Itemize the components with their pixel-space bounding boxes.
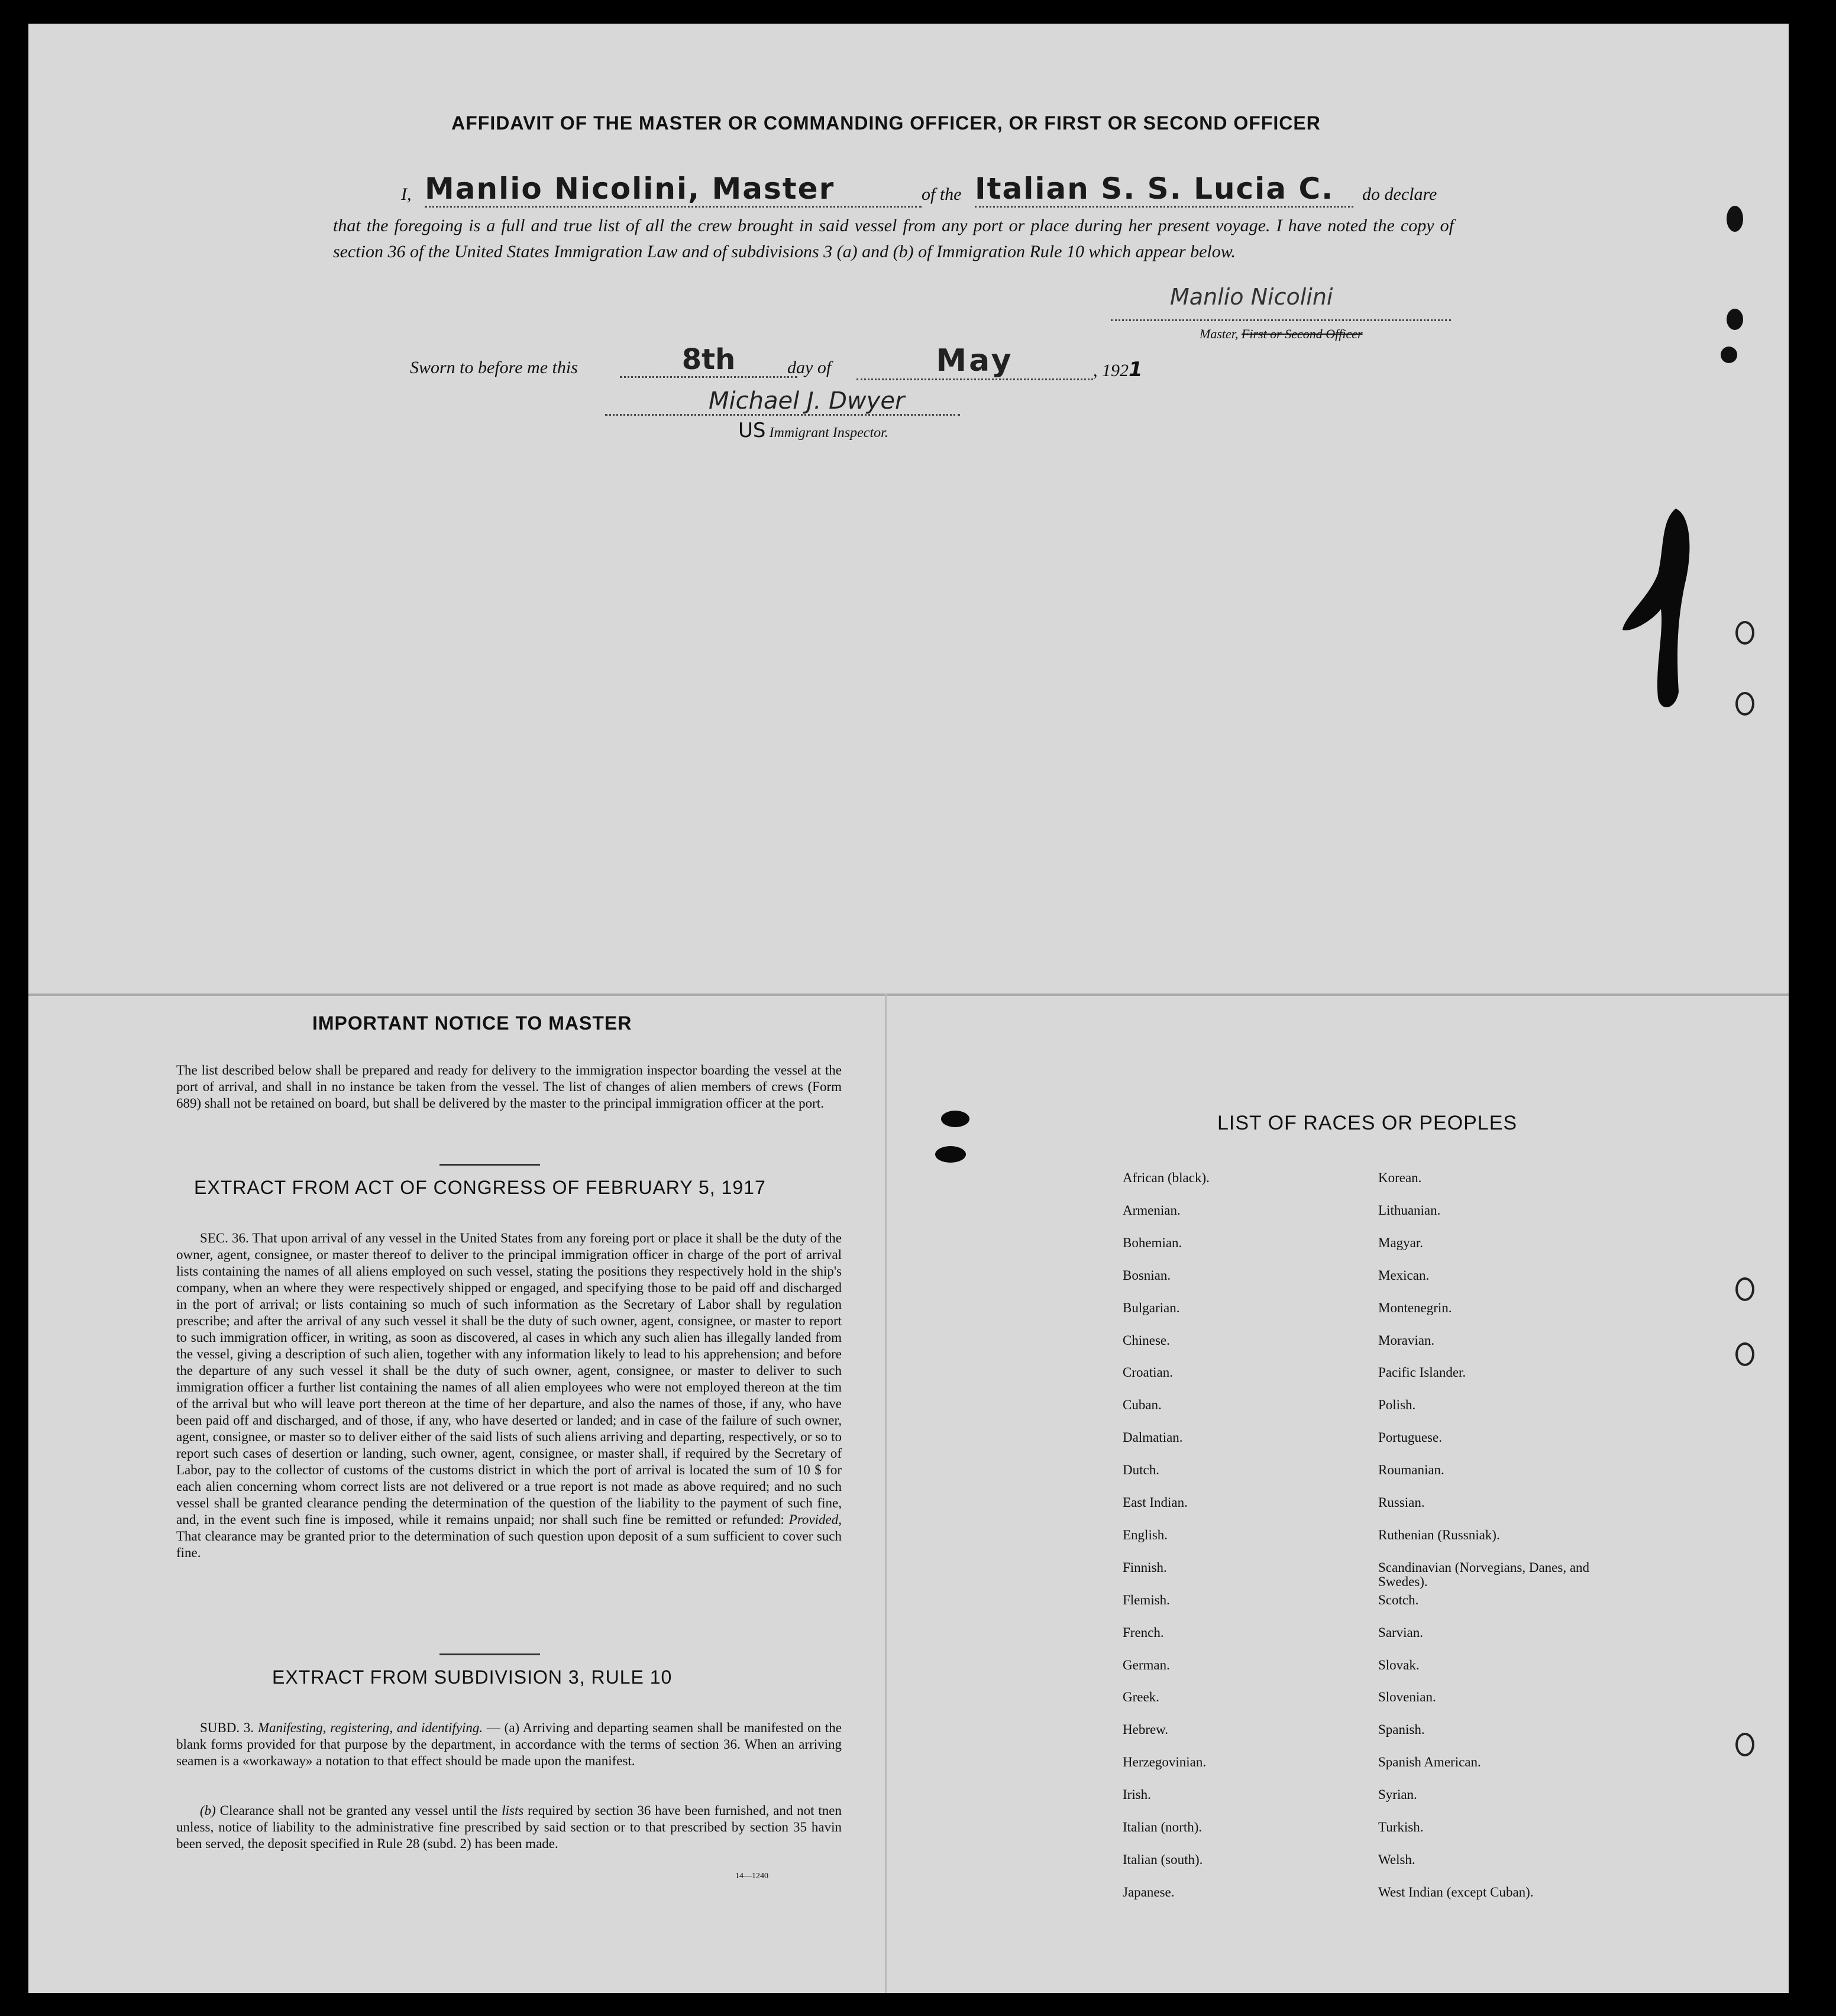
of-the-label: of the	[922, 185, 962, 204]
race-item: West Indian (except Cuban).	[1378, 1884, 1534, 1899]
i-label: I,	[401, 185, 412, 204]
race-item: Ruthenian (Russniak).	[1378, 1527, 1500, 1542]
subd-label: SUBD. 3.	[200, 1720, 254, 1735]
race-item: Scandinavian (Norvegians, Danes, and Swedes).	[1378, 1559, 1590, 1589]
proviso-label: Provided,	[788, 1512, 842, 1527]
master-name: Manlio Nicolini, Master	[425, 171, 922, 208]
race-item: French.	[1123, 1625, 1164, 1640]
race-item: Moravian.	[1378, 1332, 1435, 1348]
year-suffix: 1	[1129, 358, 1143, 381]
master-signature: Manlio Nicolini	[1170, 284, 1333, 310]
race-item: Italian (north).	[1123, 1820, 1203, 1834]
race-item: English.	[1123, 1527, 1168, 1542]
race-item: Chinese.	[1123, 1332, 1170, 1348]
ink-mark	[930, 1106, 978, 1171]
divider-2	[439, 1653, 540, 1655]
race-item: Roumanian.	[1378, 1462, 1444, 1478]
center-fold	[885, 994, 887, 1993]
race-item: Montenegrin.	[1378, 1300, 1452, 1315]
subd-title: Manifesting, registering, and identifying.	[257, 1720, 483, 1735]
race-item: Hebrew.	[1123, 1722, 1169, 1737]
race-item: Spanish.	[1378, 1722, 1425, 1737]
race-item: Flemish.	[1123, 1592, 1170, 1607]
race-item: Dutch.	[1123, 1462, 1159, 1478]
race-item: Syrian.	[1378, 1787, 1417, 1803]
divider	[439, 1164, 540, 1166]
race-item: Slovak.	[1378, 1657, 1420, 1672]
race-item: Bulgarian.	[1123, 1300, 1180, 1315]
race-item: Mexican.	[1378, 1267, 1430, 1283]
race-item: Japanese.	[1123, 1884, 1175, 1899]
struck-title: First or Second Officer	[1241, 326, 1363, 341]
part-b-1: Clearance shall not be granted any vessel until the	[219, 1803, 498, 1818]
act-text: That upon arrival of any vessel in the United States from any foreing port or place it shall be the duty of the owner, agent, consignee, or master thereof to deliver to the principal immigration officer in charge of the port of arrival lists containing the names of all aliens employed on such vessel, stating the positions they respectively hold in the ship's company, when an where they were respectively shipped or engaged, and specifying those to be paid off and discharged in the port of arrival; or lists containing so much of such information as the Secretary of Labor shall by regulation prescribe; and after the arrival of any such vessel it shall be the duty of such owner, agent, consignee, or master to report to such immigration officer, in writing, as soon as discovered, al cases in which any such alien has illegally landed from the vessel, giving a description of such alien, together with any information likely to lead to his apprehension; and before the departure of any such vessel it shall be the duty of such owner, agent, consignee, or master to deliver to such immigration officer a further list containing the names of all alien employees who were not employed thereon at the tim of the arrival but who will leave port thereon at the time of her departure, and also the names of those, if any, who have been paid off and discharged, and of those, if any, who have deserted or landed; and in case of the failure of such owner, agent, consignee, or master so to deliver either of the said lists of such aliens arriving and departing, respectively, or so to report such cases of desertion or landing, such owner, agent, consignee, or master shall, if required by the Secretary of Labor, pay to the collector of customs of the customs district in which the port of arrival is located the sum of 10 $ for each alien concerning whom correct lists are not delivered or a true report is not made as above required; and no such vessel shall be granted clearance pending the determination of the question of the liability to the payment of such fine, and, in the event such fine is imposed, while it remains unpaid; nor shall such fine be remitted or refunded:	[176, 1231, 842, 1527]
sworn-day: 8th	[620, 343, 797, 378]
race-item: Turkish.	[1378, 1820, 1424, 1834]
part-b-lists: lists	[502, 1803, 524, 1818]
race-item: Scotch.	[1378, 1592, 1419, 1607]
race-item: Bohemian.	[1123, 1235, 1182, 1250]
notice-body: The list described below shall be prepared and ready for delivery to the immigration inspector boarding the vessel at the port of arrival, and shall in no instance be taken from the vessel. The list of changes of alien members of crews (Form 689) shall not be retained on board, but shall be delivered by the master to the principal immigration officer at the port.	[176, 1063, 842, 1111]
race-item: Portuguese.	[1378, 1430, 1442, 1445]
race-item: Pacific Islander.	[1378, 1365, 1466, 1380]
sworn-label: Sworn to before me this	[410, 358, 578, 377]
part-a: — (a) Arriving and departing seamen shall be manifested on the blank forms provided for that purpose by the department, in accordance with the terms of section 36. When an arriving seamen is a «workaway» a notation to that effect should be made upon the manifest.	[176, 1720, 842, 1768]
vessel-name: Italian S. S. Lucia C.	[975, 171, 1353, 208]
race-item: Lithuanian.	[1378, 1202, 1441, 1218]
race-item: Polish.	[1378, 1397, 1416, 1413]
section-label: SEC. 36.	[200, 1231, 249, 1245]
notice-heading: IMPORTANT NOTICE TO MASTER	[312, 1012, 632, 1034]
day-of-label: day of	[787, 358, 832, 377]
affidavit-heading: AFFIDAVIT OF THE MASTER OR COMMANDING OFFICER, OR FIRST OR SECOND OFFICER	[451, 112, 1321, 134]
binder-hole	[1735, 621, 1754, 645]
rule-body-a	[176, 1720, 842, 1769]
race-item: German.	[1123, 1657, 1170, 1672]
signer-title: Master,	[1200, 326, 1239, 341]
race-item: Armenian.	[1123, 1202, 1181, 1218]
race-item: Bosnian.	[1123, 1267, 1171, 1283]
signature-line	[1111, 319, 1451, 321]
rule-heading: EXTRACT FROM SUBDIVISION 3, RULE 10	[272, 1666, 673, 1688]
inspector-signature: Michael J. Dwyer	[709, 387, 905, 415]
race-item: Russian.	[1378, 1495, 1425, 1510]
act-heading: EXTRACT FROM ACT OF CONGRESS OF FEBRUARY 5, 1917	[194, 1177, 766, 1198]
inspector-prefix: US	[738, 419, 766, 442]
page-fold	[28, 994, 1789, 996]
race-item: Welsh.	[1378, 1852, 1415, 1867]
rule-body-b	[176, 1803, 842, 1852]
affidavit-statement: that the foregoing is a full and true list of all the crew brought in said vessel from any port or place during her present voyage. I have noted the copy of section 36 of the United States Immigration Law and of subdivisions 3 (a) and (b) of Immigration Rule 10 which appear below.	[333, 216, 1454, 261]
do-declare-label: do declare	[1362, 185, 1437, 204]
ink-mark	[1620, 497, 1702, 721]
form-number: 14—1240	[735, 1872, 768, 1881]
proviso-text: That clearance may be granted prior to the determination of such question upon deposit of a sum sufficient to cover such fine.	[176, 1529, 842, 1560]
year-prefix: , 192	[1093, 361, 1129, 380]
binder-hole	[1735, 1733, 1754, 1756]
part-b-label: (b)	[200, 1803, 216, 1818]
punch-marks	[1717, 201, 1753, 367]
part-b-2: required by section 36 have been furnished, and not tnen unless, notice of liability to the administrative fine prescribed by said section or to that prescribed by section 35 havin been served, the deposit specified in Rule 28 (subd. 2) has been made.	[176, 1803, 842, 1851]
races-heading: LIST OF RACES OR PEOPLES	[1217, 1112, 1518, 1134]
sworn-month: May	[856, 343, 1093, 380]
race-item: Dalmatian.	[1123, 1430, 1183, 1445]
race-item: Italian (south).	[1123, 1852, 1203, 1867]
inspector-title: Immigrant Inspector.	[769, 425, 888, 441]
race-item: Korean.	[1378, 1170, 1422, 1185]
race-item: African (black).	[1123, 1170, 1210, 1185]
binder-hole	[1735, 692, 1754, 716]
manifest-page	[28, 24, 1789, 1993]
race-item: Irish.	[1123, 1787, 1151, 1803]
race-item: Greek.	[1123, 1690, 1159, 1705]
race-item: Herzegovinian.	[1123, 1755, 1207, 1770]
race-item: Magyar.	[1378, 1235, 1424, 1250]
race-item: Finnish.	[1123, 1559, 1167, 1575]
race-item: Cuban.	[1123, 1397, 1162, 1413]
race-item: East Indian.	[1123, 1495, 1188, 1510]
inspector-line	[605, 414, 960, 416]
binder-hole	[1735, 1342, 1754, 1366]
race-item: Croatian.	[1123, 1365, 1173, 1380]
act-body	[176, 1230, 842, 1561]
race-item: Spanish American.	[1378, 1755, 1481, 1770]
race-item: Slovenian.	[1378, 1690, 1436, 1705]
race-item: Sarvian.	[1378, 1625, 1424, 1640]
binder-hole	[1735, 1277, 1754, 1301]
